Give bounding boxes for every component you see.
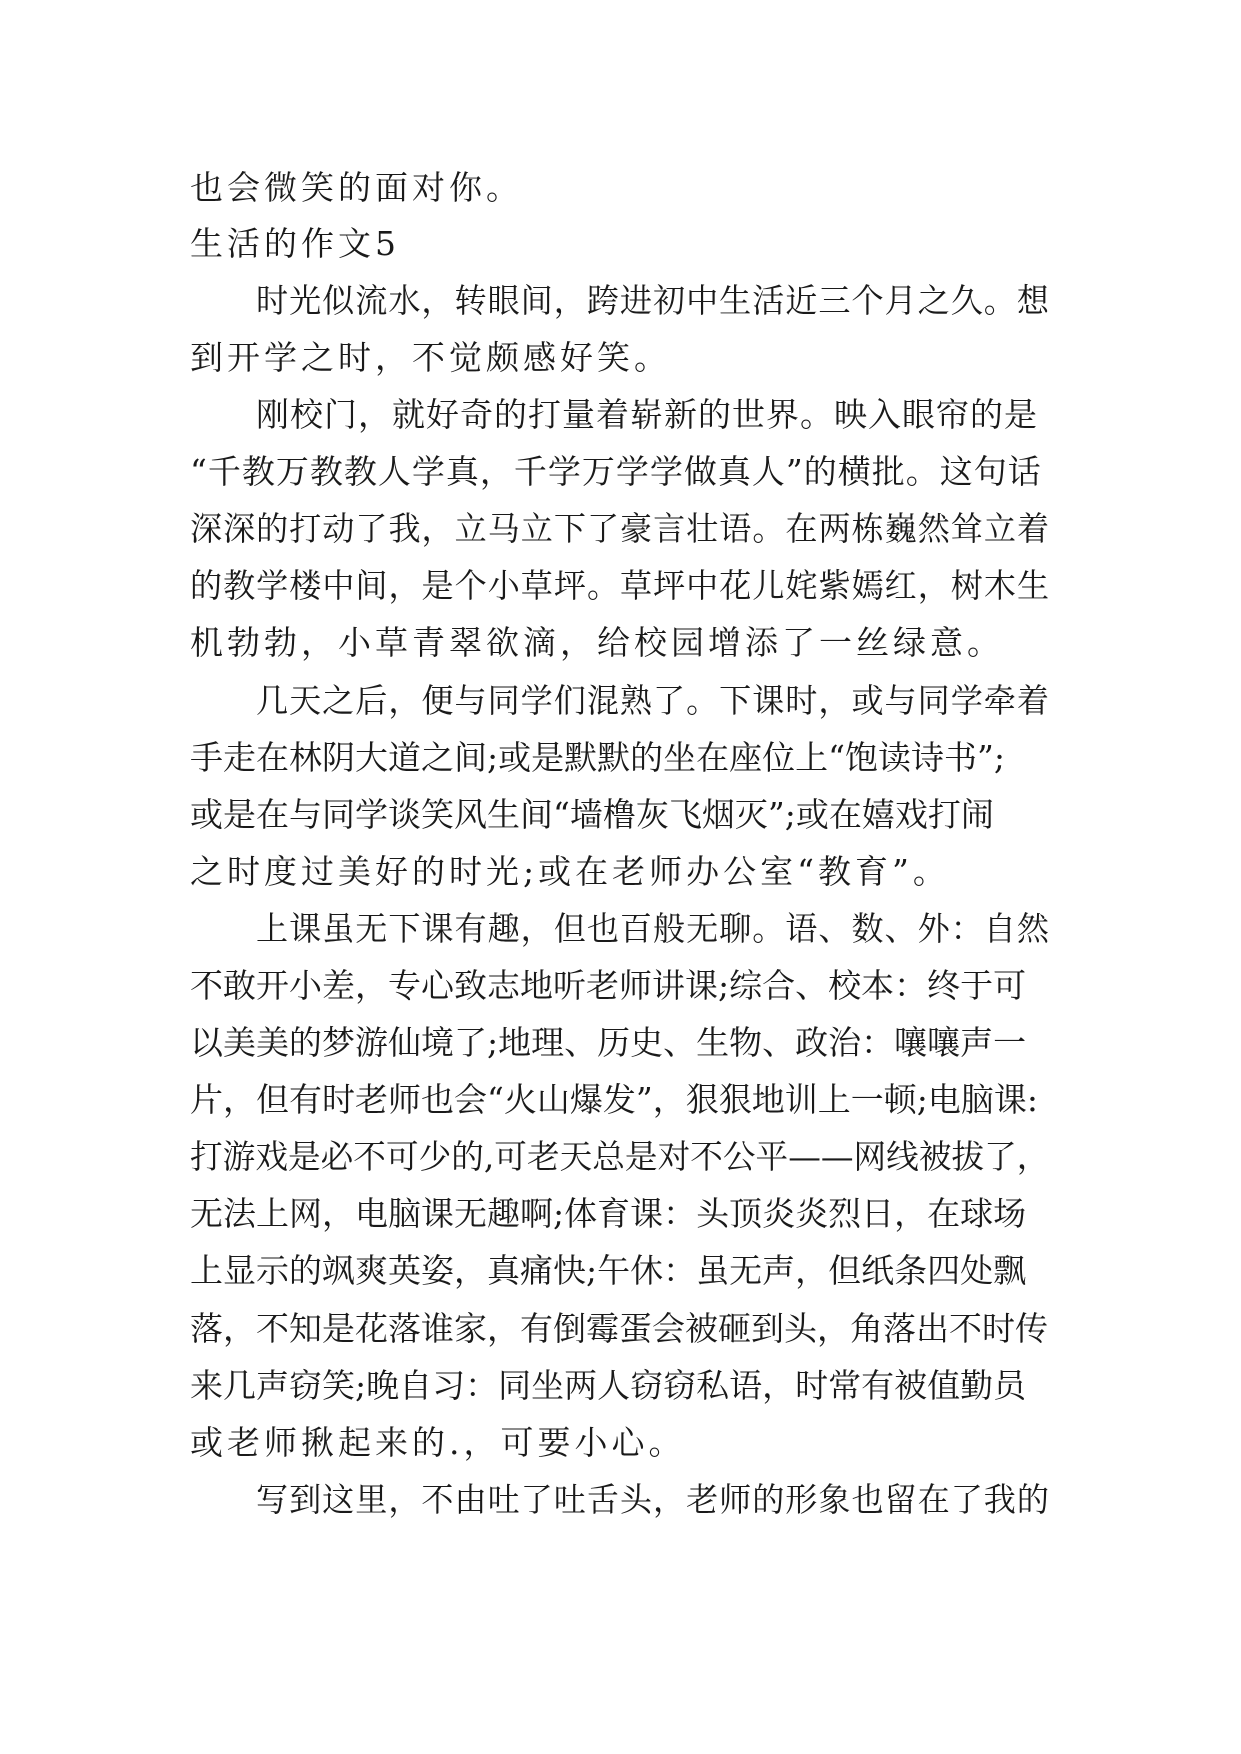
- text-line: 也会微笑的面对你。: [190, 168, 523, 207]
- text-line: 的教学楼中间，是个小草坪。草坪中花儿姹紫嫣红，树木生: [190, 566, 1051, 605]
- text-line: 或是在与同学谈笑风生间“墙橹灰飞烟灭”;或在嬉戏打闹: [190, 795, 994, 834]
- text-line: 上显示的飒爽英姿，真痛快;午休：虽无声，但纸条四处飘: [190, 1251, 1027, 1290]
- text-line: “千教万教教人学真，千学万学学做真人”的横批。这句话: [190, 452, 1042, 491]
- text-line: 打游戏是必不可少的,可老天总是对不公平——网线被拔了，: [190, 1137, 1050, 1176]
- text-line: 不敢开小差，专心致志地听老师讲课;综合、校本：终于可: [190, 966, 1027, 1005]
- text-line: 上课虽无下课有趣，但也百般无聊。语、数、外：自然: [256, 909, 1050, 948]
- text-line: 之时度过美好的时光;或在老师办公室“教育”。: [190, 852, 950, 891]
- text-line: 片，但有时老师也会“火山爆发”，狠狠地训上一顿;电脑课:: [190, 1080, 1038, 1119]
- text-line: 以美美的梦游仙境了;地理、历史、生物、政治：嚷嚷声一: [190, 1023, 1027, 1062]
- text-line: 到开学之时，不觉颇感好笑。: [190, 338, 671, 377]
- section-heading: 生活的作文5: [190, 224, 400, 263]
- text-line: 几天之后，便与同学们混熟了。下课时，或与同学牵着: [256, 681, 1050, 720]
- text-line: 时光似流水，转眼间，跨进初中生活近三个月之久。想: [256, 281, 1050, 320]
- text-line: 手走在林阴大道之间;或是默默的坐在座位上“饱读诗书”;: [190, 738, 1005, 777]
- text-line: 刚校门，就好奇的打量着崭新的世界。映入眼帘的是: [256, 395, 1038, 434]
- text-line: 或老师揪起来的.，可要小心。: [190, 1423, 686, 1462]
- text-line: 写到这里，不由吐了吐舌头，老师的形象也留在了我的: [256, 1480, 1050, 1519]
- text-line: 无法上网，电脑课无趣啊;体育课：头顶炎炎烈日，在球场: [190, 1194, 1027, 1233]
- text-line: 深深的打动了我，立马立下了豪言壮语。在两栋巍然耸立着: [190, 509, 1051, 548]
- text-line: 来几声窃笑;晚自习：同坐两人窃窃私语，时常有被值勤员: [190, 1366, 1027, 1405]
- text-line: 机勃勃，小草青翠欲滴，给校园增添了一丝绿意。: [190, 623, 1004, 662]
- text-line: 落，不知是花落谁家，有倒霉蛋会被砸到头，角落出不时传: [190, 1309, 1048, 1348]
